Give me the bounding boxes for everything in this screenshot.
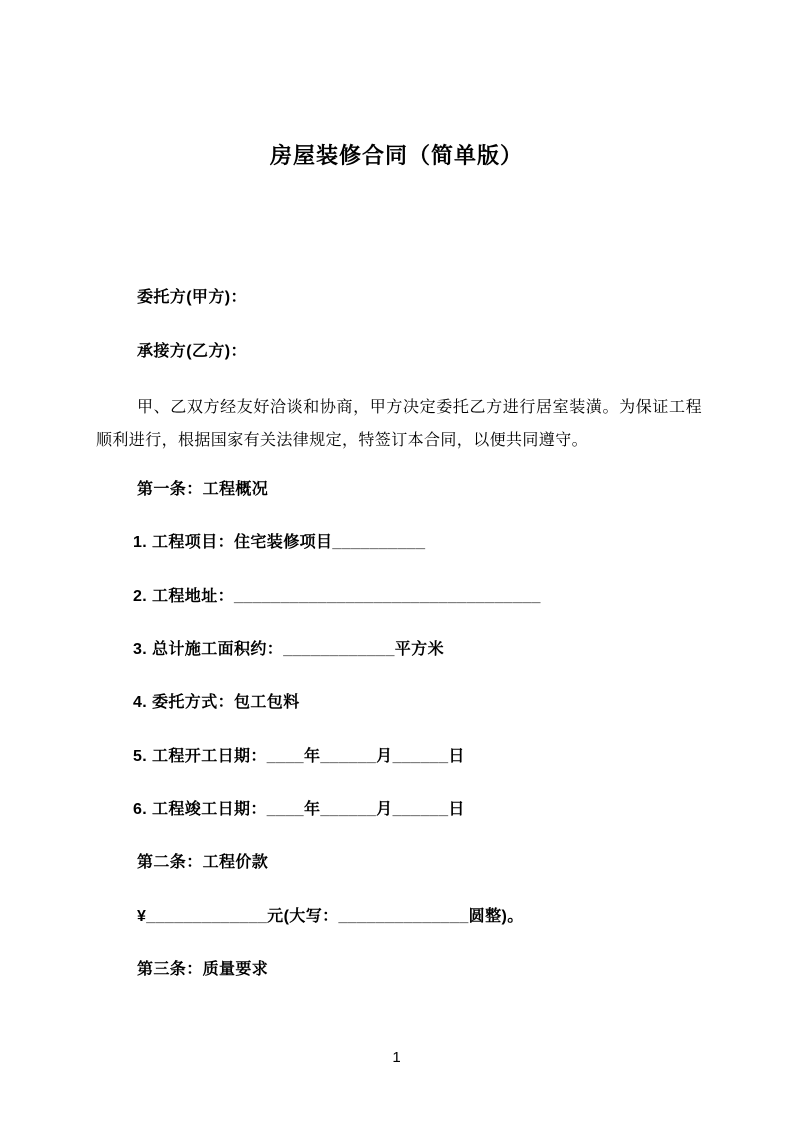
section-3-heading: 第三条：质量要求 [137,961,269,978]
contract-item-delegation: 4. 委托方式：包工包料 [133,694,300,711]
party-b-label: 承接方(乙方)： [137,343,247,360]
section-2-heading: 第二条：工程价款 [137,854,269,871]
contract-item-address: 2. 工程地址：_________________________________ [133,588,541,605]
contract-item-completion-date: 6. 工程竣工日期：____年______月______日 [133,801,465,818]
contract-item-area: 3. 总计施工面积约：____________平方米 [133,641,444,658]
page-number: 1 [392,1049,401,1066]
intro-paragraph: 甲、乙双方经友好洽谈和协商，甲方决定委托乙方进行居室装潢。为保证工程顺利进行，根据国家有关法律规定，特签订本合同，以便共同遵守。 [96,399,702,449]
contract-item-project: 1. 工程项目：住宅装修项目__________ [133,534,426,551]
party-a-label: 委托方(甲方)： [137,289,247,306]
document-title: 房屋装修合同（简单版） [269,143,523,168]
section-1-heading: 第一条：工程概况 [137,481,269,498]
price-line: ¥_____________元(大写：______________圆整)。 [137,908,524,925]
contract-item-start-date: 5. 工程开工日期：____年______月______日 [133,748,465,765]
